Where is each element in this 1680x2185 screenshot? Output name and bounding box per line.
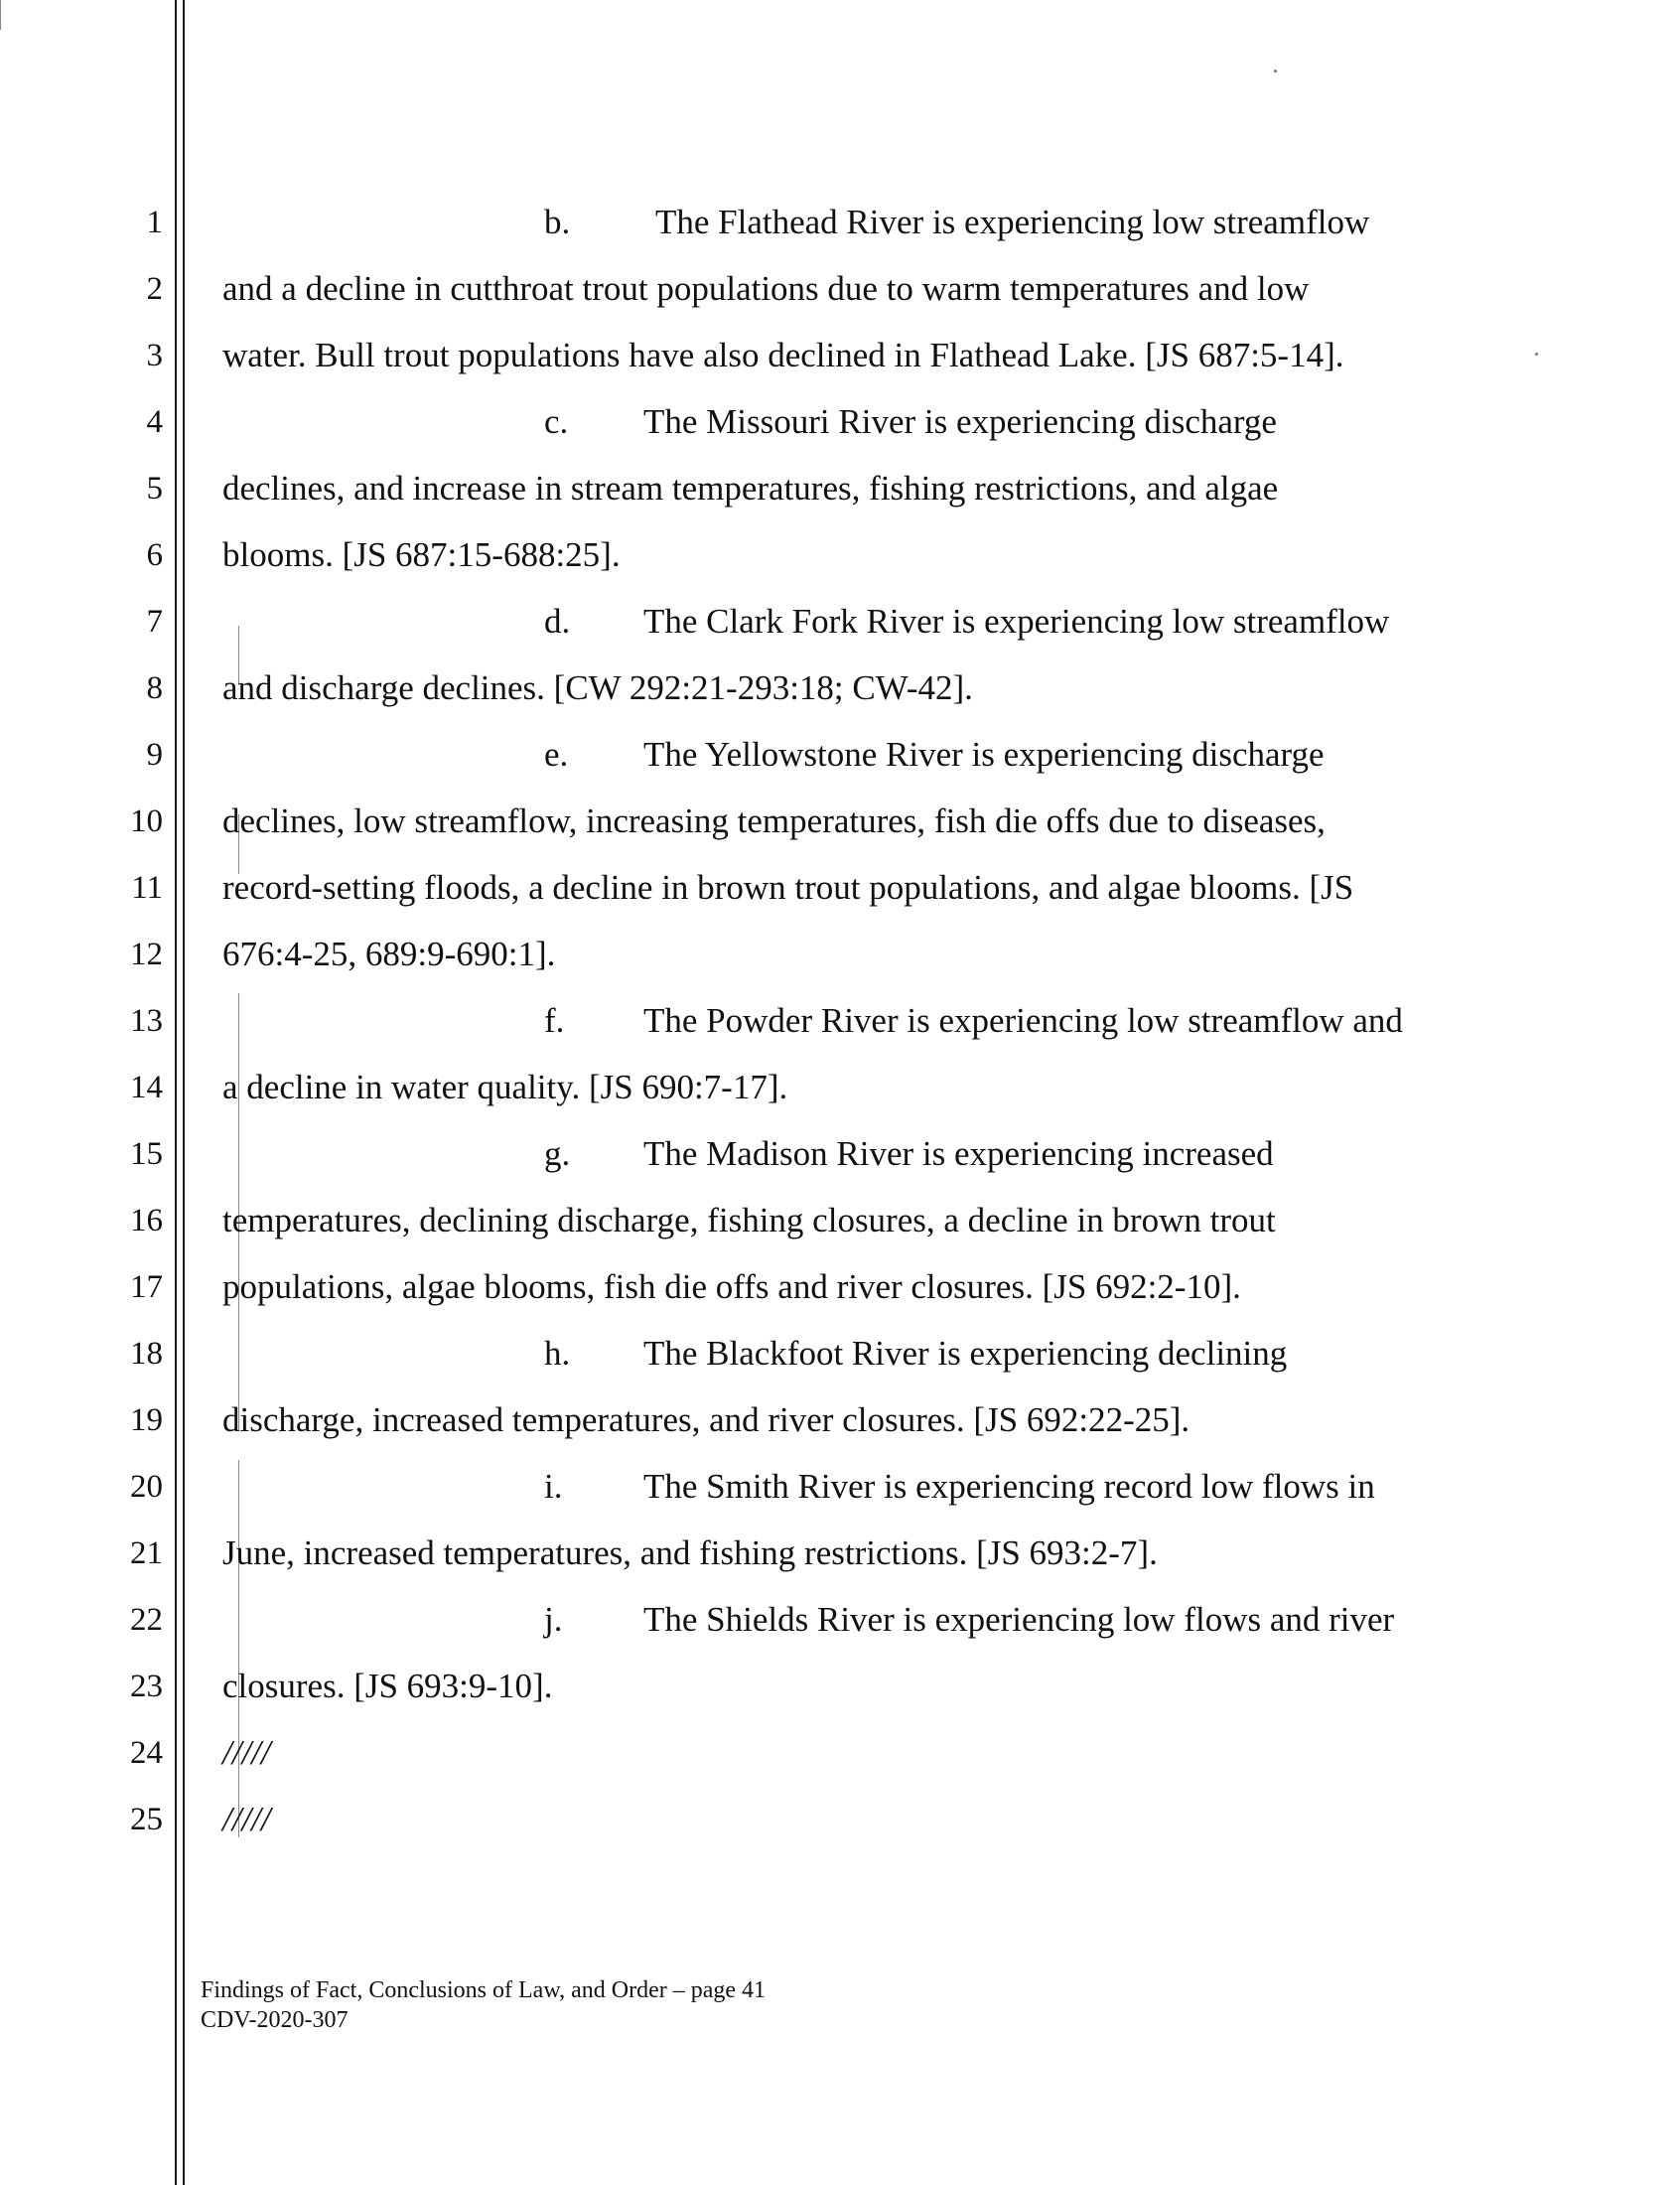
- line-number: 20: [130, 1469, 163, 1505]
- line-number: 25: [130, 1802, 163, 1837]
- line-number: 19: [130, 1402, 163, 1438]
- line-number: 18: [130, 1336, 163, 1372]
- scan-mark: [238, 1460, 239, 1837]
- margin-rule-left: [175, 0, 177, 2185]
- list-marker: c.: [544, 402, 569, 441]
- continuation-marker: /////: [222, 1733, 271, 1772]
- list-marker: g.: [544, 1134, 571, 1173]
- line-number: 7: [146, 604, 163, 640]
- line-number: 1: [146, 205, 163, 240]
- footer-title: Findings of Fact, Conclusions of Law, and Order – page 41: [201, 1977, 767, 2003]
- list-marker: f.: [544, 1001, 565, 1040]
- line-number: 22: [130, 1602, 163, 1638]
- paragraph-line: The Shields River is experiencing low flows and river: [643, 1600, 1395, 1639]
- line-number: 6: [146, 537, 163, 573]
- paragraph-line: closures. [JS 693:9-10].: [222, 1667, 553, 1705]
- scan-mark: [1274, 70, 1277, 73]
- paragraph-line: The Flathead River is experiencing low streamflow: [655, 203, 1370, 241]
- list-marker: b.: [544, 203, 571, 241]
- line-number: 17: [130, 1269, 163, 1305]
- list-marker: e.: [544, 735, 569, 774]
- paragraph-line: The Madison River is experiencing increased: [643, 1134, 1274, 1173]
- paragraph-line: water. Bull trout populations have also declined in Flathead Lake. [JS 687:5-14].: [222, 336, 1344, 374]
- scan-mark: [0, 0, 1, 30]
- line-number: 8: [146, 670, 163, 706]
- paragraph-line: temperatures, declining discharge, fishing closures, a decline in brown trout: [222, 1201, 1276, 1239]
- line-number: 4: [146, 404, 163, 440]
- line-number: 14: [130, 1070, 163, 1105]
- line-number: 23: [130, 1669, 163, 1704]
- list-marker: h.: [544, 1334, 571, 1373]
- paragraph-line: populations, algae blooms, fish die offs and river closures. [JS 692:2-10].: [222, 1267, 1241, 1306]
- line-number: 12: [130, 937, 163, 972]
- line-number: 5: [146, 471, 163, 507]
- paragraph-line: The Yellowstone River is experiencing discharge: [643, 735, 1325, 774]
- paragraph-line: and a decline in cutthroat trout populations due to warm temperatures and low: [222, 269, 1310, 308]
- paragraph-line: declines, and increase in stream temperatures, fishing restrictions, and algae: [222, 469, 1279, 508]
- paragraph-line: record-setting floods, a decline in brown trout populations, and algae blooms. [JS: [222, 868, 1354, 907]
- paragraph-line: June, increased temperatures, and fishing restrictions. [JS 693:2-7].: [222, 1533, 1158, 1572]
- line-number: 24: [130, 1735, 163, 1771]
- paragraph-line: blooms. [JS 687:15-688:25].: [222, 535, 621, 574]
- line-number: 16: [130, 1203, 163, 1238]
- paragraph-line: The Smith River is experiencing record low flows in: [643, 1467, 1375, 1506]
- margin-rule-right: [183, 0, 185, 2185]
- paragraph-line: 676:4-25, 689:9-690:1].: [222, 935, 556, 973]
- paragraph-line: The Clark Fork River is experiencing low streamflow: [643, 602, 1390, 641]
- paragraph-line: and discharge declines. [CW 292:21-293:18; CW-42].: [222, 668, 973, 707]
- line-number: 13: [130, 1003, 163, 1039]
- paragraph-line: The Blackfoot River is experiencing declining: [643, 1334, 1288, 1373]
- paragraph-line: a decline in water quality. [JS 690:7-17].: [222, 1068, 788, 1106]
- line-number: 2: [146, 271, 163, 307]
- paragraph-line: discharge, increased temperatures, and river closures. [JS 692:22-25].: [222, 1400, 1190, 1439]
- line-number: 9: [146, 737, 163, 773]
- paragraph-line: The Missouri River is experiencing discharge: [643, 402, 1277, 441]
- footer-case-number: CDV-2020-307: [201, 2007, 349, 2033]
- line-number: 15: [130, 1136, 163, 1172]
- line-number: 10: [130, 803, 163, 839]
- continuation-marker: /////: [222, 1800, 271, 1838]
- list-marker: d.: [544, 602, 571, 641]
- scan-mark: [1535, 353, 1538, 356]
- paragraph-line: The Powder River is experiencing low streamflow and: [643, 1001, 1403, 1040]
- list-marker: j.: [544, 1600, 563, 1639]
- line-number: 21: [130, 1535, 163, 1571]
- line-number: 11: [131, 870, 163, 906]
- list-marker: i.: [544, 1467, 563, 1506]
- line-number: 3: [146, 338, 163, 373]
- paragraph-line: declines, low streamflow, increasing temperatures, fish die offs due to diseases,: [222, 801, 1326, 840]
